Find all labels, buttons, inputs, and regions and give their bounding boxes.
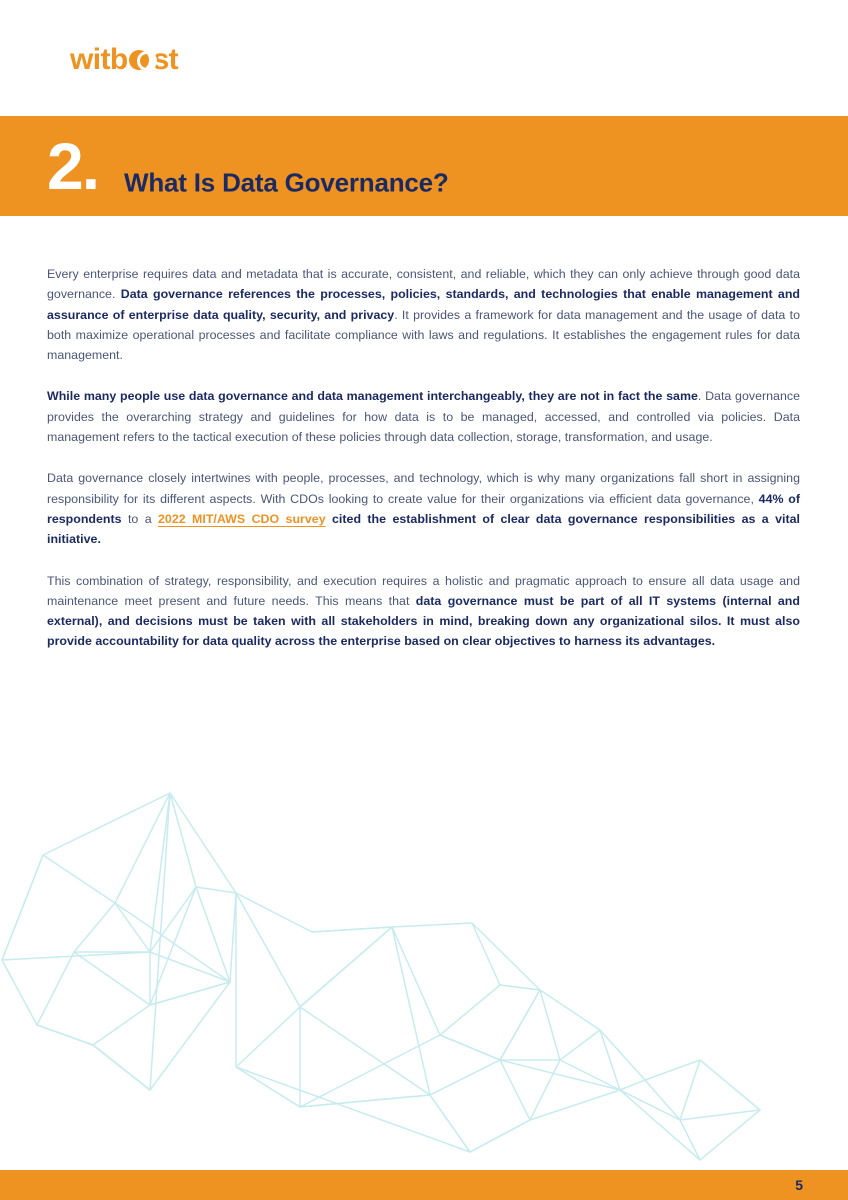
paragraph-2 — [47, 386, 800, 447]
logo-text-start: witb — [70, 43, 128, 76]
p1-segment-tail: . It provides a framework for data management and the usage of data to both maximize operational processes and facilitate compliance with laws and regulations. It establishes the engagement rules for data management. — [47, 307, 800, 363]
p3-segment-bold-stat: 44% of respondents — [47, 491, 800, 526]
logo-ring-inner-shape — [141, 55, 148, 62]
decorative-network-graphic — [0, 760, 848, 1170]
network-polygon-illustration — [0, 760, 848, 1170]
p3-segment-connector: to a — [121, 511, 159, 526]
p3-segment-bold-tail: cited the establishment of clear data governance responsibilities as a vital initiative. — [47, 511, 800, 547]
p2-segment-tail: . Data governance provides the overarching strategy and guidelines for how data is to be managed, accessed, and controlled via policies. Data management refers to the tactical execution of these policies through data collection, storage, transformation, and usage. — [47, 389, 800, 445]
p4-segment-bold: data governance must be part of all IT systems (internal and external), and decisions must be taken with all stakeholders in mind, breaking down any organizational silos. It must also provide accountability for data quality across the enterprise based on clear objectives to harness its advantages. — [47, 593, 800, 649]
witboost-logo — [70, 43, 178, 77]
p1-segment-plain: Every enterprise requires data and metadata that is accurate, consistent, and reliable, which they can only achieve through good data governance. — [47, 267, 800, 302]
page-header — [0, 0, 848, 116]
section-number: 2. — [47, 128, 99, 203]
logo-circle-icon — [129, 49, 153, 71]
p1-segment-bold: Data governance references the processes, policies, standards, and technologies that enable management and assurance of enterprise data quality, security, and privacy — [47, 287, 800, 322]
logo-text — [70, 45, 178, 75]
paragraph-3 — [47, 468, 800, 549]
page-number: 5 — [795, 1177, 803, 1193]
paragraph-4 — [47, 571, 800, 652]
p3-segment-plain: Data governance closely intertwines with people, processes, and technology, which is why many organizations fall short in assigning responsibility for its different aspects. With CDOs looking to create value for their organizations via efficient data governance, — [47, 471, 800, 506]
page-footer — [0, 1170, 848, 1200]
p2-segment-bold: While many people use data governance and data management interchangeably, they are not in fact the same — [47, 389, 698, 404]
section-title-band — [0, 116, 848, 216]
page-title: What Is Data Governance? — [124, 167, 449, 198]
paragraph-1 — [47, 264, 800, 365]
logo-text-end: st — [152, 43, 179, 76]
mit-aws-cdo-survey-link[interactable]: 2022 MIT/AWS CDO survey — [158, 511, 326, 526]
p4-segment-plain: This combination of strategy, responsibility, and execution requires a holistic and pragmatic approach to ensure all data usage and maintenance meet present and future needs. This means that — [47, 573, 800, 608]
body-content — [47, 264, 800, 652]
